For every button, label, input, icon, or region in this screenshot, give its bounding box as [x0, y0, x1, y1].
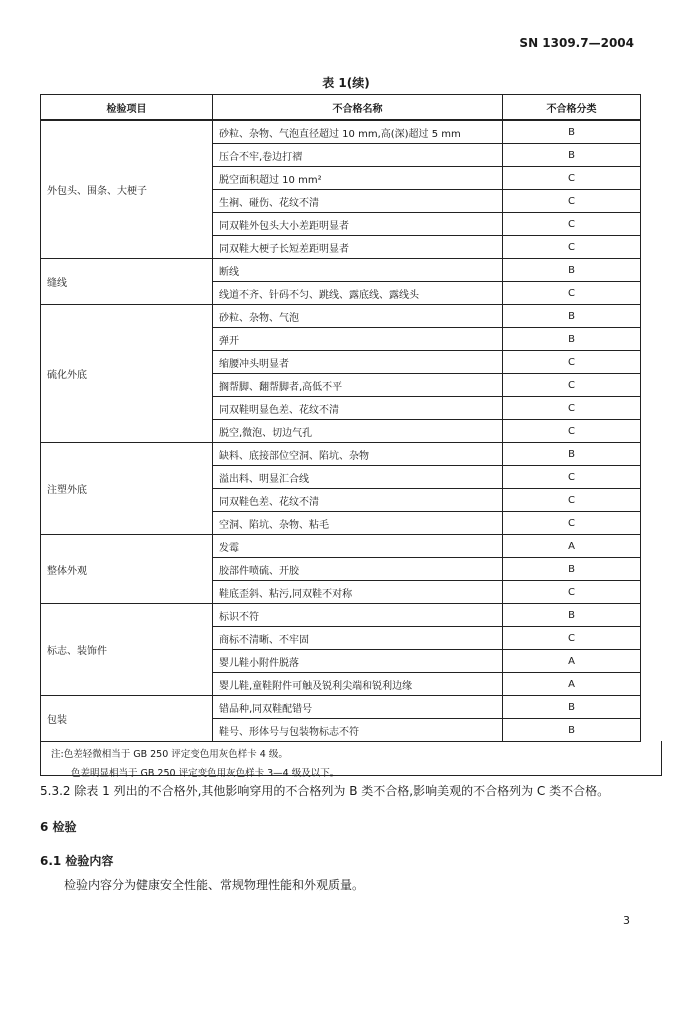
grade-cell: C — [503, 282, 641, 305]
grade-cell: C — [503, 627, 641, 650]
grade-cell: B — [503, 120, 641, 144]
table-row — [41, 604, 641, 627]
grade-cell: C — [503, 420, 641, 443]
defect-name-cell: 婴儿鞋,童鞋附件可触及锐利尖端和锐利边缘 — [213, 673, 503, 696]
defect-name-cell: 生裥、碰伤、花纹不清 — [213, 190, 503, 213]
table-caption: 表 1(续) — [322, 76, 370, 90]
grade-cell: C — [503, 397, 641, 420]
defect-name-cell: 砂粒、杂物、气泡直径超过 10 mm,高(深)超过 5 mm — [213, 120, 503, 144]
grade-cell: B — [503, 443, 641, 466]
defect-name-cell: 同双鞋明显色差、花纹不清 — [213, 397, 503, 420]
category-cell: 标志、装饰件 — [41, 604, 213, 696]
defect-name-cell: 缩腰冲头明显者 — [213, 351, 503, 374]
standard-code: SN 1309.7—2004 — [519, 36, 634, 50]
table-notes — [40, 741, 662, 779]
grade-cell: B — [503, 305, 641, 328]
defect-name-cell: 脱空,微泡、切边气孔 — [213, 420, 503, 443]
table-row — [41, 120, 641, 144]
column-header-item: 检验项目 — [41, 95, 213, 121]
defect-name-cell: 线道不齐、针码不匀、跳线、露底线、露线头 — [213, 282, 503, 305]
defect-name-cell: 搁帮脚、翻帮脚者,高低不平 — [213, 374, 503, 397]
grade-cell: C — [503, 466, 641, 489]
grade-cell: A — [503, 535, 641, 558]
table-row — [41, 535, 641, 558]
grade-cell: B — [503, 259, 641, 282]
category-cell: 外包头、围条、大梗子 — [41, 120, 213, 259]
grade-cell: C — [503, 236, 641, 259]
defect-name-cell: 同双鞋色差、花纹不清 — [213, 489, 503, 512]
grade-cell: C — [503, 213, 641, 236]
heading-6-1: 6.1 检验内容 — [40, 854, 114, 868]
defect-name-cell: 发霉 — [213, 535, 503, 558]
grade-cell: B — [503, 144, 641, 167]
grade-cell: B — [503, 604, 641, 627]
grade-cell: C — [503, 167, 641, 190]
defect-name-cell: 断线 — [213, 259, 503, 282]
table-row — [41, 259, 641, 282]
defect-name-cell: 鞋号、形体号与包装物标志不符 — [213, 719, 503, 742]
defect-name-cell: 同双鞋大梗子长短差距明显者 — [213, 236, 503, 259]
defect-name-cell: 错品种,同双鞋配错号 — [213, 696, 503, 719]
grade-cell: B — [503, 558, 641, 581]
grade-cell: C — [503, 351, 641, 374]
table-row — [41, 696, 641, 719]
category-cell: 整体外观 — [41, 535, 213, 604]
defect-name-cell: 标识不符 — [213, 604, 503, 627]
defect-name-cell: 胶部件喷硫、开胶 — [213, 558, 503, 581]
page-number: 3 — [623, 914, 630, 927]
nonconformity-table — [40, 94, 641, 742]
column-header-grade: 不合格分类 — [503, 95, 641, 121]
grade-cell: B — [503, 719, 641, 742]
defect-name-cell: 鞋底歪斜、粘污,同双鞋不对称 — [213, 581, 503, 604]
table-row — [41, 305, 641, 328]
category-cell: 缝线 — [41, 259, 213, 305]
table-note: 色差明显相当于 GB 250 评定变色用灰色样卡 3—4 级及以下。 — [71, 768, 340, 779]
grade-cell: B — [503, 328, 641, 351]
grade-cell: A — [503, 650, 641, 673]
defect-name-cell: 同双鞋外包头大小差距明显者 — [213, 213, 503, 236]
grade-cell: C — [503, 190, 641, 213]
table-header-row — [41, 95, 641, 121]
grade-cell: C — [503, 374, 641, 397]
defect-name-cell: 砂粒、杂物、气泡 — [213, 305, 503, 328]
column-header-name: 不合格名称 — [213, 95, 503, 121]
defect-name-cell: 商标不清晰、不牢固 — [213, 627, 503, 650]
table-note: 注:色差轻微相当于 GB 250 评定变色用灰色样卡 4 级。 — [51, 749, 288, 760]
grade-cell: C — [503, 489, 641, 512]
category-cell: 注塑外底 — [41, 443, 213, 535]
defect-name-cell: 缺料、底接部位空洞、陷坑、杂物 — [213, 443, 503, 466]
grade-cell: A — [503, 673, 641, 696]
clause-5-3-2: 5.3.2 除表 1 列出的不合格外,其他影响穿用的不合格列为 B 类不合格,影响美观的不合格列为 C 类不合格。 — [40, 784, 610, 798]
paragraph-6-1: 检验内容分为健康安全性能、常规物理性能和外观质量。 — [64, 878, 365, 892]
table-row — [41, 443, 641, 466]
defect-name-cell: 脱空面积超过 10 mm² — [213, 167, 503, 190]
grade-cell: C — [503, 581, 641, 604]
grade-cell: C — [503, 512, 641, 535]
defect-name-cell: 婴儿鞋小附件脱落 — [213, 650, 503, 673]
defect-name-cell: 压合不牢,卷边打褶 — [213, 144, 503, 167]
defect-name-cell: 溢出料、明显汇合线 — [213, 466, 503, 489]
grade-cell: B — [503, 696, 641, 719]
defect-name-cell: 空洞、陷坑、杂物、粘毛 — [213, 512, 503, 535]
category-cell: 包装 — [41, 696, 213, 742]
category-cell: 硫化外底 — [41, 305, 213, 443]
defect-name-cell: 弹开 — [213, 328, 503, 351]
heading-6: 6 检验 — [40, 820, 77, 834]
